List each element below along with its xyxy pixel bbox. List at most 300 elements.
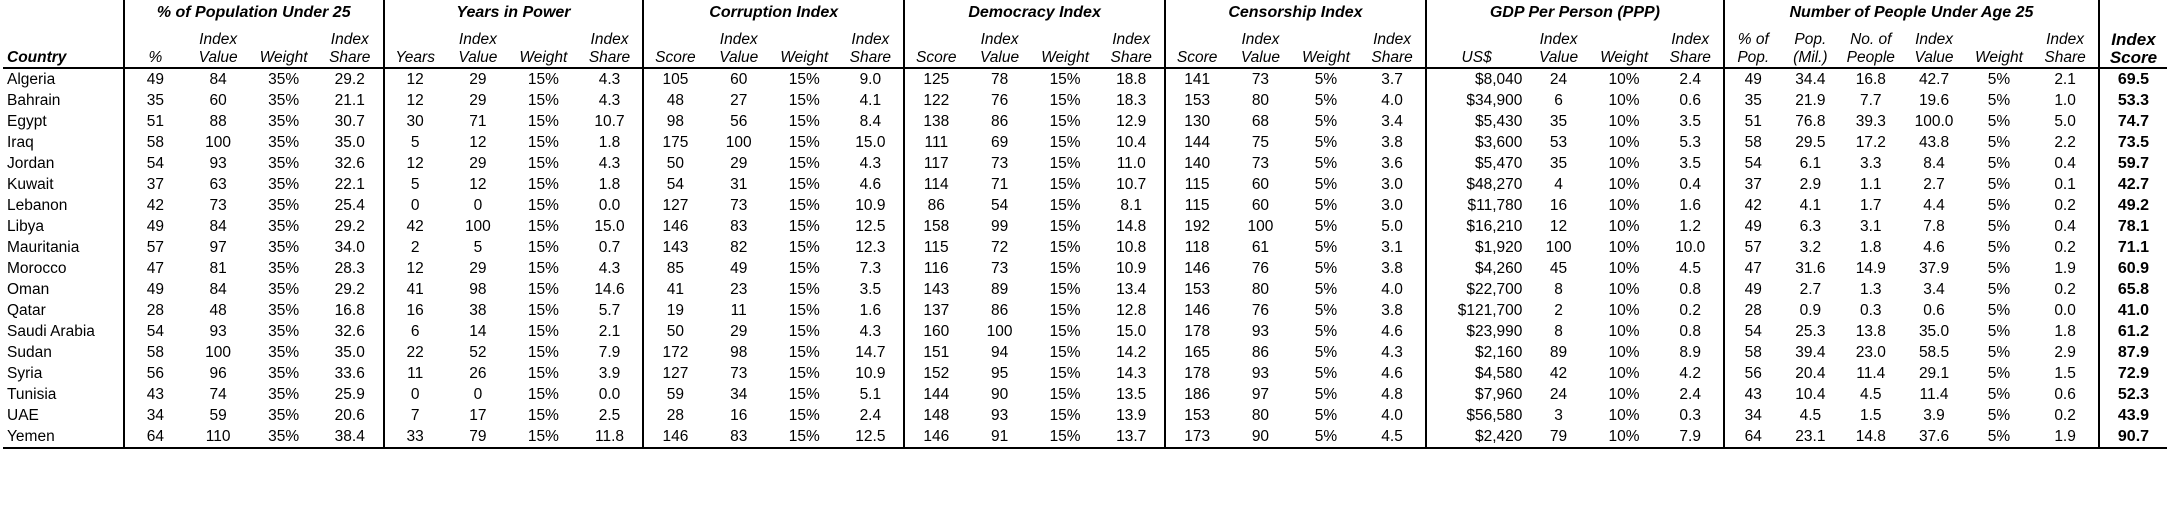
cell-gdp-usd: $8,040 xyxy=(1426,68,1527,90)
cell-democracy-weight: 15% xyxy=(1049,385,1081,403)
cell-corruption-index-share: 7.3 xyxy=(859,259,882,277)
cell-gdp-usd: $5,470 xyxy=(1426,153,1527,174)
cell-years-weight: 15% xyxy=(527,70,559,88)
cell-democracy-index-share: 18.3 xyxy=(1116,91,1147,109)
cell-people-pct-pop: 43 xyxy=(1724,384,1782,405)
cell-pop-pct: 49 xyxy=(124,216,186,237)
cell-corruption-score: 54 xyxy=(643,174,706,195)
cell-gdp-index-value: 35 xyxy=(1549,154,1568,172)
col-corruption-weight: Weight xyxy=(771,25,838,68)
cell-corruption-index-share: 9.0 xyxy=(859,70,882,88)
cell-country: Oman xyxy=(7,280,50,298)
cell-democracy-score: 160 xyxy=(904,321,967,342)
cell-gdp-index-value: 8 xyxy=(1554,280,1563,298)
cell-country: Syria xyxy=(7,364,43,382)
cell-corruption-score: 98 xyxy=(643,111,706,132)
cell-democracy-index-share: 10.8 xyxy=(1116,238,1147,256)
cell-years-weight: 15% xyxy=(527,385,559,403)
cell-people-index-value: 3.9 xyxy=(1923,406,1945,424)
cell-country: Lebanon xyxy=(7,196,68,214)
cell-gdp-index-share: 0.8 xyxy=(1679,322,1701,340)
cell-pop-weight: 35% xyxy=(268,385,300,403)
cell-censorship-weight: 5% xyxy=(1314,217,1338,235)
cell-censorship-index-share: 4.3 xyxy=(1381,343,1403,361)
cell-people-pop-mil: 2.7 xyxy=(1799,280,1822,298)
cell-democracy-index-share: 13.5 xyxy=(1116,385,1147,403)
cell-people-pct-pop: 51 xyxy=(1724,111,1782,132)
col-corruption-index-share: Index Share xyxy=(838,25,905,68)
col-censorship-weight: Weight xyxy=(1293,25,1360,68)
cell-corruption-weight: 15% xyxy=(788,196,820,214)
cell-people-index-share: 0.2 xyxy=(2054,238,2076,256)
table-row xyxy=(3,68,2167,90)
col-people-index-share: Index Share xyxy=(2032,25,2099,68)
cell-people-index-value: 42.7 xyxy=(1918,70,1950,88)
group-democracy-index: Democracy Index xyxy=(904,0,1165,25)
cell-corruption-index-value: 82 xyxy=(730,238,748,256)
cell-gdp-index-share: 10.0 xyxy=(1675,238,1706,256)
cell-country: Yemen xyxy=(3,426,124,448)
cell-years-index-value: 14 xyxy=(469,322,487,340)
cell-censorship-index-value: 68 xyxy=(1251,112,1270,130)
cell-index-score: 59.7 xyxy=(2099,153,2167,174)
cell-gdp-index-share: 2.4 xyxy=(1679,385,1701,403)
cell-people-index-value: 4.4 xyxy=(1923,196,1945,214)
cell-gdp-weight: 10% xyxy=(1608,91,1640,109)
cell-people-index-share: 2.1 xyxy=(2054,70,2076,88)
cell-corruption-index-share: 4.3 xyxy=(859,154,882,172)
col-people-weight: Weight xyxy=(1966,25,2033,68)
cell-years: 22 xyxy=(384,342,446,363)
cell-democracy-index-value: 94 xyxy=(990,343,1009,361)
cell-years-weight: 15% xyxy=(527,343,559,361)
cell-gdp-index-value: 89 xyxy=(1549,343,1568,361)
cell-gdp-index-share: 2.4 xyxy=(1679,70,1701,88)
cell-corruption-index-share: 14.7 xyxy=(855,343,886,361)
cell-corruption-score: 41 xyxy=(643,279,706,300)
cell-pop-index-value: 93 xyxy=(209,154,227,172)
cell-democracy-weight: 15% xyxy=(1049,196,1081,214)
cell-democracy-index-value: 86 xyxy=(990,301,1009,319)
cell-pop-index-share: 25.4 xyxy=(334,196,365,214)
cell-pop-pct: 34 xyxy=(124,405,186,426)
cell-people-weight: 5% xyxy=(1987,196,2011,214)
cell-gdp-index-share: 4.2 xyxy=(1679,364,1701,382)
col-gdp-weight: Weight xyxy=(1591,25,1658,68)
cell-people-index-value: 8.4 xyxy=(1923,154,1945,172)
cell-pop-index-value: 84 xyxy=(209,280,227,298)
cell-censorship-index-share: 4.0 xyxy=(1381,91,1403,109)
cell-censorship-score: 178 xyxy=(1165,321,1228,342)
cell-people-pct-pop: 56 xyxy=(1724,363,1782,384)
cell-people-weight: 5% xyxy=(1987,70,2011,88)
cell-gdp-index-share: 0.4 xyxy=(1679,175,1701,193)
cell-censorship-index-value: 73 xyxy=(1251,154,1270,172)
cell-corruption-index-share: 1.6 xyxy=(859,301,882,319)
cell-pop-weight: 35% xyxy=(268,175,300,193)
cell-country: Bahrain xyxy=(7,91,61,109)
cell-censorship-weight: 5% xyxy=(1314,406,1338,424)
cell-corruption-score: 50 xyxy=(643,321,706,342)
cell-democracy-score: 114 xyxy=(904,174,967,195)
cell-censorship-index-share: 3.0 xyxy=(1381,196,1403,214)
cell-pop-weight: 35% xyxy=(268,112,300,130)
cell-corruption-score: 172 xyxy=(643,342,706,363)
cell-people-number: 16.8 xyxy=(1855,70,1886,88)
cell-years: 11 xyxy=(384,363,446,384)
cell-censorship-index-share: 4.6 xyxy=(1381,322,1403,340)
cell-people-pct-pop: 35 xyxy=(1724,90,1782,111)
cell-people-pct-pop: 54 xyxy=(1724,153,1782,174)
cell-censorship-score: 165 xyxy=(1165,342,1228,363)
cell-people-index-share: 0.0 xyxy=(2054,301,2076,319)
cell-years-weight: 15% xyxy=(527,301,559,319)
table-row xyxy=(3,111,2167,132)
cell-people-number: 3.1 xyxy=(1860,217,1882,235)
cell-democracy-index-value: 71 xyxy=(990,175,1009,193)
cell-democracy-score: 137 xyxy=(904,300,967,321)
cell-censorship-score: 173 xyxy=(1165,426,1228,448)
cell-people-pop-mil: 39.4 xyxy=(1795,343,1826,361)
cell-people-number: 17.2 xyxy=(1855,133,1886,151)
cell-years-index-value: 79 xyxy=(446,426,510,448)
cell-democracy-index-share: 10.7 xyxy=(1116,175,1147,193)
table-row xyxy=(3,300,2167,321)
cell-pop-weight: 35% xyxy=(268,322,300,340)
cell-corruption-weight: 15% xyxy=(788,91,820,109)
cell-country: UAE xyxy=(7,406,39,424)
cell-pop-index-value: 81 xyxy=(209,259,227,277)
cell-censorship-index-share: 4.6 xyxy=(1381,364,1403,382)
cell-corruption-score: 28 xyxy=(643,405,706,426)
cell-years-weight: 15% xyxy=(527,259,559,277)
cell-corruption-index-value: 83 xyxy=(730,217,748,235)
cell-censorship-index-value: 75 xyxy=(1251,133,1270,151)
col-years-index-share: Index Share xyxy=(577,25,644,68)
cell-corruption-index-share: 12.5 xyxy=(855,217,886,235)
cell-corruption-weight: 15% xyxy=(788,259,820,277)
cell-years-index-value: 71 xyxy=(469,112,487,130)
cell-people-index-share: 0.6 xyxy=(2054,385,2076,403)
cell-years-index-share: 4.3 xyxy=(598,259,621,277)
cell-censorship-index-value: 93 xyxy=(1251,364,1270,382)
cell-people-weight: 5% xyxy=(1987,91,2011,109)
cell-years-index-share: 15.0 xyxy=(594,217,625,235)
cell-people-index-value: 35.0 xyxy=(1918,322,1950,340)
cell-democracy-index-share: 13.9 xyxy=(1116,406,1147,424)
cell-pop-index-value: 93 xyxy=(209,322,227,340)
cell-corruption-index-share: 12.3 xyxy=(855,238,886,256)
cell-index-score: 61.2 xyxy=(2099,321,2167,342)
corner-cell xyxy=(3,0,124,25)
cell-country: Saudi Arabia xyxy=(7,322,95,340)
cell-gdp-usd: $4,260 xyxy=(1426,258,1527,279)
group-years-in-power: Years in Power xyxy=(384,0,644,25)
cell-pop-index-share: 33.6 xyxy=(334,364,365,382)
col-pop-index-value: Index Value xyxy=(186,25,250,68)
cell-pop-pct: 28 xyxy=(124,300,186,321)
table-row xyxy=(3,216,2167,237)
cell-people-index-value: 3.4 xyxy=(1923,280,1945,298)
cell-index-score: 90.7 xyxy=(2099,426,2167,448)
cell-people-pct-pop: 64 xyxy=(1724,426,1782,448)
cell-pop-index-share: 35.0 xyxy=(334,343,365,361)
cell-people-pop-mil: 2.9 xyxy=(1799,175,1822,193)
cell-corruption-index-value: 16 xyxy=(730,406,748,424)
cell-corruption-score: 127 xyxy=(643,195,706,216)
cell-people-index-share: 1.9 xyxy=(2032,426,2099,448)
cell-corruption-weight: 15% xyxy=(771,426,838,448)
cell-pop-pct: 51 xyxy=(124,111,186,132)
cell-gdp-index-share: 0.8 xyxy=(1679,280,1701,298)
cell-gdp-index-share: 0.2 xyxy=(1679,301,1701,319)
cell-pop-index-value: 48 xyxy=(209,301,227,319)
cell-corruption-index-share: 4.1 xyxy=(859,91,882,109)
cell-corruption-weight: 15% xyxy=(788,217,820,235)
group-corruption-index: Corruption Index xyxy=(643,0,904,25)
cell-democracy-weight: 15% xyxy=(1049,343,1081,361)
cell-pop-index-value: 88 xyxy=(209,112,227,130)
cell-censorship-weight: 5% xyxy=(1314,175,1338,193)
cell-people-number: 0.3 xyxy=(1860,301,1882,319)
cell-censorship-score: 115 xyxy=(1165,174,1228,195)
cell-corruption-index-share: 8.4 xyxy=(859,112,882,130)
table-row xyxy=(3,363,2167,384)
cell-gdp-usd: $121,700 xyxy=(1426,300,1527,321)
index-table xyxy=(3,0,2167,449)
cell-pop-weight: 35% xyxy=(268,238,300,256)
cell-pop-weight: 35% xyxy=(268,343,300,361)
cell-pop-pct: 56 xyxy=(124,363,186,384)
cell-index-score: 71.1 xyxy=(2099,237,2167,258)
cell-years-index-share: 1.8 xyxy=(598,133,621,151)
cell-pop-index-share: 30.7 xyxy=(334,112,365,130)
cell-gdp-weight: 10% xyxy=(1608,112,1640,130)
cell-years: 0 xyxy=(384,384,446,405)
cell-people-index-share: 0.2 xyxy=(2054,280,2076,298)
cell-years-index-share: 1.8 xyxy=(598,175,621,193)
cell-gdp-weight: 10% xyxy=(1608,133,1640,151)
cell-censorship-index-value: 76 xyxy=(1251,301,1270,319)
cell-corruption-weight: 15% xyxy=(788,364,820,382)
cell-people-pop-mil: 25.3 xyxy=(1795,322,1826,340)
cell-pop-index-value: 73 xyxy=(209,196,227,214)
cell-democracy-index-share: 14.3 xyxy=(1116,364,1147,382)
cell-gdp-index-share: 1.2 xyxy=(1679,217,1701,235)
cell-democracy-index-value: 95 xyxy=(990,364,1009,382)
cell-democracy-index-value: 69 xyxy=(990,133,1009,151)
col-censorship-score: Score xyxy=(1165,25,1228,68)
cell-pop-index-share: 34.0 xyxy=(334,238,365,256)
cell-years: 7 xyxy=(384,405,446,426)
cell-gdp-usd: $2,420 xyxy=(1426,426,1527,448)
cell-democracy-index-value: 100 xyxy=(986,322,1013,340)
cell-corruption-index-share: 4.3 xyxy=(859,322,882,340)
cell-censorship-index-share: 3.1 xyxy=(1381,238,1403,256)
cell-years-weight: 15% xyxy=(527,112,559,130)
table-row xyxy=(3,258,2167,279)
cell-country: Algeria xyxy=(7,70,56,88)
cell-people-number: 11.4 xyxy=(1856,364,1886,382)
cell-gdp-usd: $3,600 xyxy=(1426,132,1527,153)
cell-people-index-value: 37.6 xyxy=(1902,426,1965,448)
cell-gdp-weight: 10% xyxy=(1608,217,1640,235)
cell-censorship-index-share: 4.0 xyxy=(1381,406,1403,424)
cell-years-index-share: 11.8 xyxy=(577,426,644,448)
cell-censorship-score: 141 xyxy=(1165,68,1228,90)
cell-censorship-score: 146 xyxy=(1165,300,1228,321)
cell-pop-index-share: 29.2 xyxy=(334,217,365,235)
cell-censorship-index-share: 3.8 xyxy=(1381,259,1403,277)
cell-people-index-share: 1.5 xyxy=(2054,364,2076,382)
cell-gdp-weight: 10% xyxy=(1608,385,1640,403)
cell-years: 2 xyxy=(384,237,446,258)
cell-gdp-weight: 10% xyxy=(1608,154,1640,172)
cell-censorship-index-value: 61 xyxy=(1251,238,1270,256)
cell-gdp-usd: $11,780 xyxy=(1426,195,1527,216)
cell-censorship-index-value: 80 xyxy=(1251,280,1270,298)
cell-index-score: 53.3 xyxy=(2099,90,2167,111)
cell-gdp-index-value: 2 xyxy=(1554,301,1563,319)
cell-people-number: 1.8 xyxy=(1860,238,1882,256)
cell-censorship-index-share: 3.7 xyxy=(1381,70,1403,88)
cell-democracy-weight: 15% xyxy=(1049,259,1081,277)
cell-people-index-share: 2.9 xyxy=(2054,343,2076,361)
cell-years-index-value: 0 xyxy=(473,196,483,214)
cell-index-score: 87.9 xyxy=(2099,342,2167,363)
cell-gdp-weight: 10% xyxy=(1591,426,1658,448)
cell-corruption-weight: 15% xyxy=(788,154,820,172)
cell-years-index-share: 0.0 xyxy=(598,385,621,403)
cell-index-score: 43.9 xyxy=(2099,405,2167,426)
table-row xyxy=(3,153,2167,174)
cell-democracy-index-value: 86 xyxy=(990,112,1009,130)
column-header-row xyxy=(3,25,2167,68)
cell-pop-index-value: 60 xyxy=(209,91,227,109)
cell-people-number: 1.1 xyxy=(1860,175,1882,193)
cell-people-index-value: 19.6 xyxy=(1918,91,1950,109)
cell-people-pop-mil: 21.9 xyxy=(1795,91,1826,109)
cell-pop-weight: 35% xyxy=(268,280,300,298)
cell-people-pct-pop: 34 xyxy=(1724,405,1782,426)
cell-democracy-index-value: 72 xyxy=(990,238,1009,256)
cell-pop-index-value: 59 xyxy=(209,406,227,424)
cell-gdp-usd: $22,700 xyxy=(1426,279,1527,300)
cell-democracy-index-value: 89 xyxy=(990,280,1009,298)
cell-years-index-share: 2.5 xyxy=(598,406,621,424)
cell-years-index-share: 4.3 xyxy=(598,154,621,172)
cell-censorship-index-value: 90 xyxy=(1228,426,1292,448)
cell-years-index-value: 29 xyxy=(469,70,487,88)
cell-corruption-index-value: 23 xyxy=(730,280,748,298)
cell-censorship-index-share: 3.6 xyxy=(1381,154,1403,172)
table-body xyxy=(3,68,2167,448)
cell-pop-weight: 35% xyxy=(268,364,300,382)
col-country: Country xyxy=(3,25,124,68)
cell-years: 12 xyxy=(384,258,446,279)
cell-country: Libya xyxy=(7,217,45,235)
cell-democracy-score: 117 xyxy=(904,153,967,174)
cell-people-weight: 5% xyxy=(1987,259,2011,277)
cell-people-index-value: 0.6 xyxy=(1923,301,1945,319)
cell-gdp-index-value: 16 xyxy=(1549,196,1568,214)
cell-pop-index-share: 25.9 xyxy=(334,385,365,403)
cell-censorship-index-value: 80 xyxy=(1251,91,1270,109)
cell-democracy-weight: 15% xyxy=(1049,112,1081,130)
cell-corruption-index-share: 15.0 xyxy=(855,133,886,151)
cell-years-weight: 15% xyxy=(527,154,559,172)
cell-gdp-weight: 10% xyxy=(1608,238,1640,256)
cell-gdp-usd: $2,160 xyxy=(1426,342,1527,363)
table-row xyxy=(3,279,2167,300)
cell-years-weight: 15% xyxy=(527,133,559,151)
cell-censorship-index-value: 80 xyxy=(1251,406,1270,424)
cell-country: Morocco xyxy=(7,259,67,277)
cell-censorship-index-share: 3.8 xyxy=(1381,133,1403,151)
cell-gdp-index-value: 4 xyxy=(1554,175,1563,193)
col-censorship-index-value: Index Value xyxy=(1228,25,1292,68)
cell-censorship-index-share: 4.5 xyxy=(1359,426,1426,448)
group-index-score-blank xyxy=(2099,0,2167,25)
cell-people-index-share: 0.1 xyxy=(2054,175,2076,193)
cell-censorship-index-value: 100 xyxy=(1247,217,1274,235)
cell-censorship-index-share: 3.4 xyxy=(1381,112,1403,130)
cell-democracy-weight: 15% xyxy=(1049,322,1081,340)
cell-years: 30 xyxy=(384,111,446,132)
cell-pop-pct: 54 xyxy=(124,153,186,174)
cell-people-pop-mil: 4.5 xyxy=(1799,406,1822,424)
table-row xyxy=(3,321,2167,342)
cell-country: Tunisia xyxy=(7,385,57,403)
cell-years-index-value: 0 xyxy=(473,385,483,403)
cell-pop-pct: 54 xyxy=(124,321,186,342)
cell-censorship-weight: 5% xyxy=(1314,70,1338,88)
col-years: Years xyxy=(384,25,446,68)
cell-gdp-usd: $56,580 xyxy=(1426,405,1527,426)
cell-corruption-weight: 15% xyxy=(788,175,820,193)
cell-corruption-score: 175 xyxy=(643,132,706,153)
cell-years-index-value: 100 xyxy=(464,217,491,235)
cell-censorship-score: 178 xyxy=(1165,363,1228,384)
cell-people-pop-mil: 76.8 xyxy=(1795,112,1826,130)
cell-censorship-weight: 5% xyxy=(1314,322,1338,340)
cell-corruption-weight: 15% xyxy=(788,322,820,340)
cell-years: 0 xyxy=(384,195,446,216)
cell-censorship-index-share: 4.0 xyxy=(1381,280,1403,298)
cell-democracy-weight: 15% xyxy=(1049,133,1081,151)
cell-people-number: 1.5 xyxy=(1860,406,1882,424)
cell-pop-pct: 58 xyxy=(124,342,186,363)
cell-country: Sudan xyxy=(7,343,52,361)
cell-people-number: 3.3 xyxy=(1860,154,1882,172)
cell-corruption-weight: 15% xyxy=(788,133,820,151)
cell-index-score: 60.9 xyxy=(2099,258,2167,279)
cell-years-index-value: 52 xyxy=(469,343,487,361)
cell-democracy-index-value: 90 xyxy=(990,385,1009,403)
cell-pop-index-share: 35.0 xyxy=(334,133,365,151)
cell-democracy-weight: 15% xyxy=(1049,154,1081,172)
cell-years-weight: 15% xyxy=(527,364,559,382)
cell-people-number: 4.5 xyxy=(1860,385,1882,403)
col-corruption-score: Score xyxy=(643,25,706,68)
cell-years: 41 xyxy=(384,279,446,300)
cell-pop-weight: 35% xyxy=(250,426,317,448)
cell-people-weight: 5% xyxy=(1987,217,2011,235)
cell-gdp-index-value: 3 xyxy=(1554,406,1563,424)
cell-censorship-index-value: 76 xyxy=(1251,259,1270,277)
cell-gdp-index-value: 79 xyxy=(1526,426,1590,448)
cell-corruption-score: 85 xyxy=(643,258,706,279)
